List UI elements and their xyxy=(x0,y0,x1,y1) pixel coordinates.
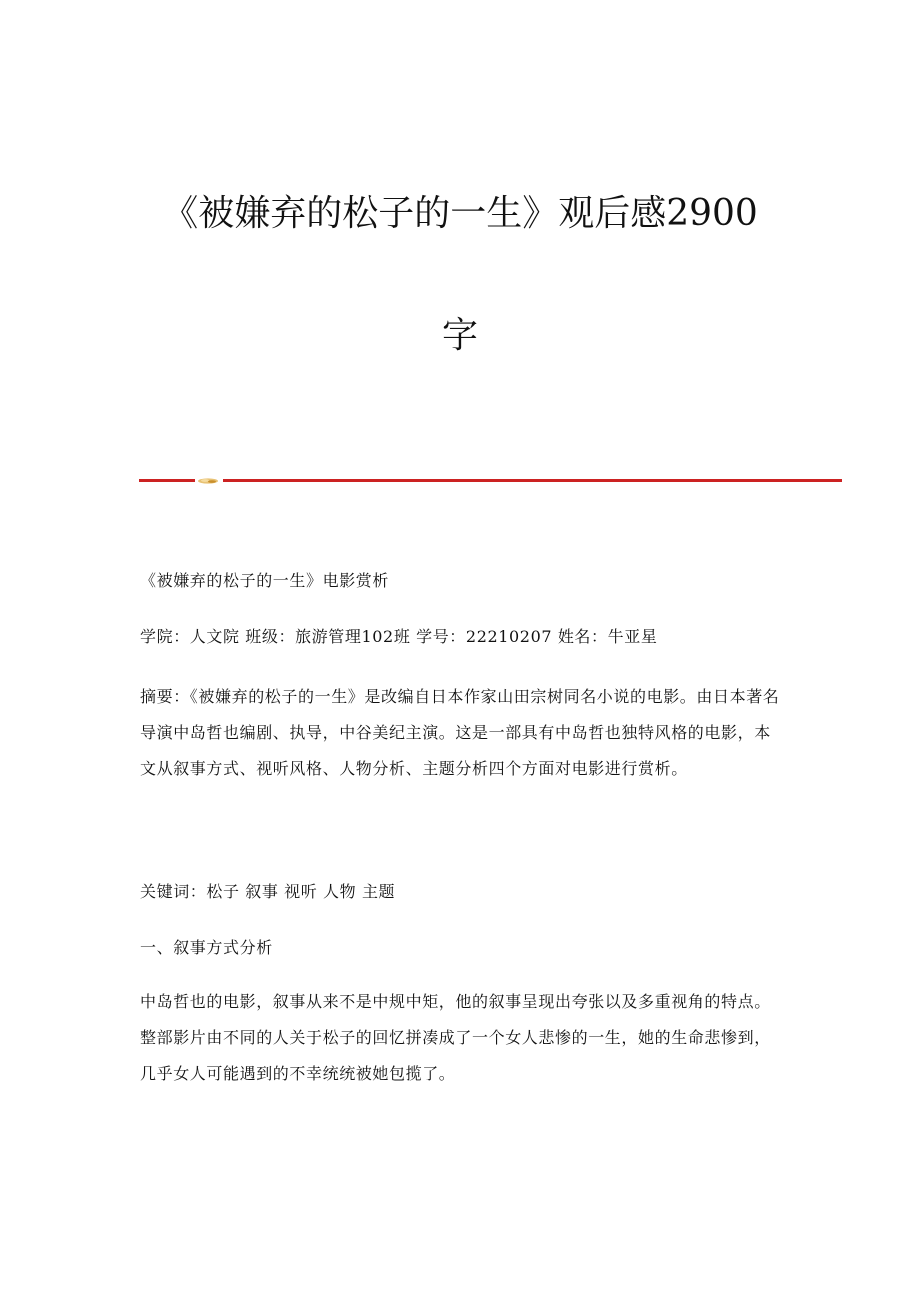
section-heading: 一、叙事方式分析 xyxy=(140,938,273,957)
title-divider xyxy=(139,478,842,484)
divider-bar-left xyxy=(139,479,195,482)
author-info: 学院：人文院 班级：旅游管理102班 学号：22210207 姓名：牛亚星 xyxy=(140,627,658,646)
abstract: 摘要：《被嫌弃的松子的一生》是改编自日本作家山田宗树同名小说的电影。由日本著名导演中岛哲也编剧、执导，中谷美纪主演。这是一部具有中岛哲也独特风格的电影，本文从叙事方式、视听风格、人物分析、主题分析四个方面对电影进行赏析。 xyxy=(140,687,780,778)
keywords: 关键词：松子 叙事 视听 人物 主题 xyxy=(140,882,396,901)
title-line-2: 字 xyxy=(441,315,478,356)
title-line-1: 《被嫌弃的松子的一生》观后感2900 xyxy=(162,193,758,234)
divider-bar-right xyxy=(223,479,842,482)
body-paragraph: 中岛哲也的电影，叙事从来不是中规中矩，他的叙事呈现出夸张以及多重视角的特点。整部影片由不同的人关于松子的回忆拼凑成了一个女人悲惨的一生，她的生命悲惨到，几乎女人可能遇到的不幸统统被她包揽了。 xyxy=(140,992,771,1083)
subtitle: 《被嫌弃的松子的一生》电影赏析 xyxy=(140,571,390,590)
divider-ornament-icon xyxy=(197,477,219,485)
document-title xyxy=(0,190,920,360)
